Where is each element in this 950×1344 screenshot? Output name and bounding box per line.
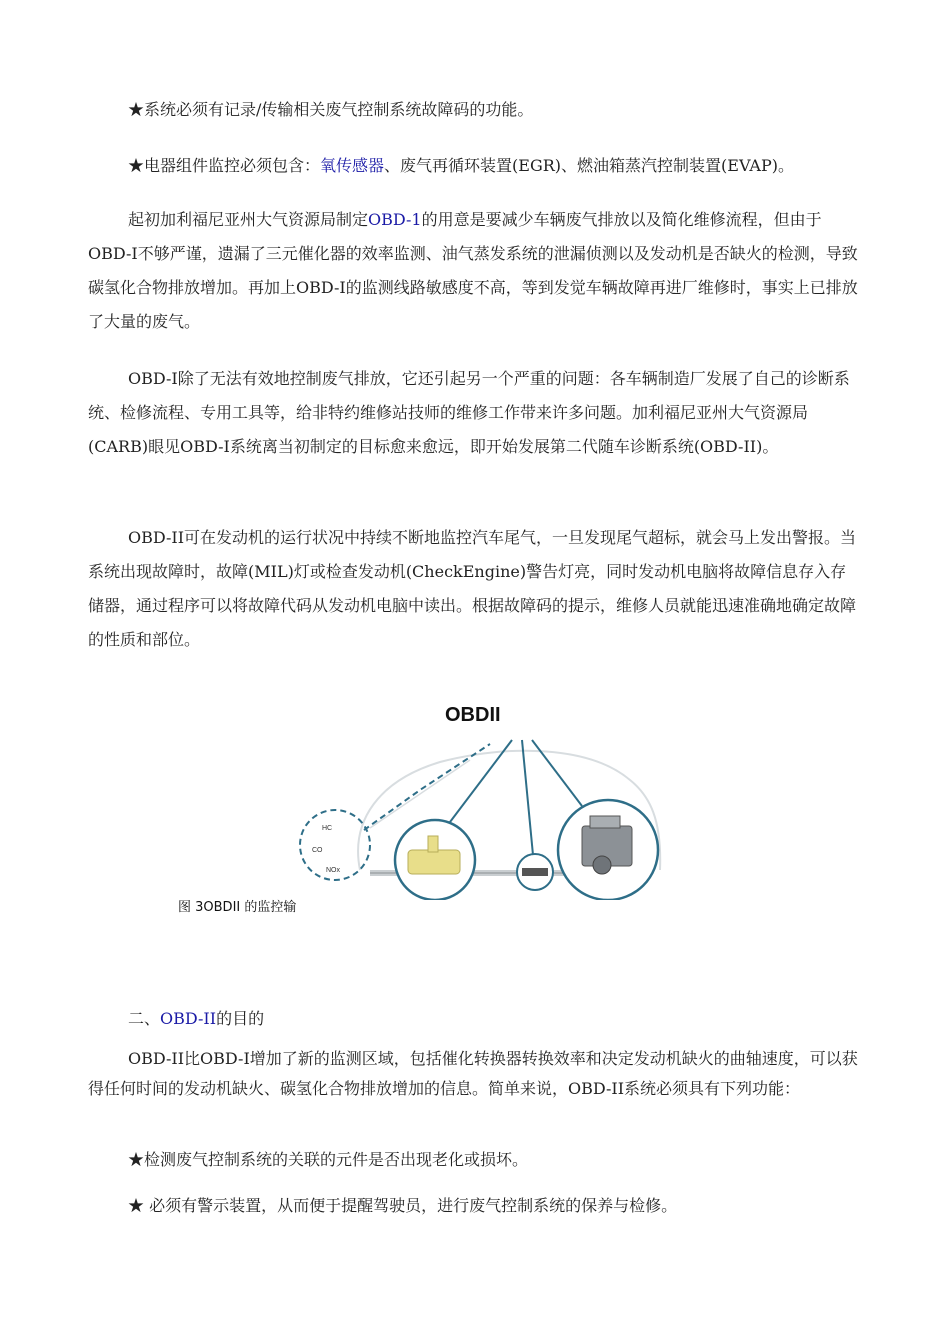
bullet-text: ★系统必须有记录/传输相关废气控制系统故障码的功能。 (128, 100, 534, 119)
label-nox: NOx (326, 867, 340, 874)
heading-prefix: 二、 (128, 1009, 161, 1028)
paragraph-obd1-problems: OBD-I除了无法有效地控制废气排放，它还引起另一个严重的问题：各车辆制造厂发展了自己的诊断系统、检修流程、专用工具等，给非特约维修站技师的维修工作带来许多问题。加利福尼亚州大气资源局(CARB)眼见OBD-I系统离当初制定的目标愈来愈远，即开始发展第二代随车诊断系统(OBD-II)。 (88, 369, 850, 456)
figure-caption: 图 3OBDII 的监控输 (178, 900, 297, 915)
bullet-text: ★电器组件监控必须包含： (128, 156, 321, 175)
bullet-record-codes (128, 93, 860, 127)
callout-line (522, 740, 533, 855)
obd-ii-link[interactable]: OBD-II (160, 1009, 217, 1028)
bullet-text-tail: 、废气再循环装置(EGR)、燃油箱蒸汽控制装置(EVAP)。 (384, 156, 794, 175)
obd-1-link[interactable]: OBD-1 (368, 210, 422, 229)
paragraph-text-tail: 的用意是要减少车辆废气排放以及简化维修流程，但由于OBD-I不够严谨，遗漏了三元催化器的效率监测、油气蒸发系统的泄漏侦测以及发动机是否缺火的检测，导致碳氢化合物排放增加。再加上OBD-I的监测线路敏感度不高，等到发觉车辆故障再进厂维修时，事实上已排放了大量的废气。 (88, 210, 858, 331)
obdii-monitoring-diagram (290, 700, 670, 900)
bullet-warning-device: ★ 必须有警示装置，从而便于提醒驾驶员，进行废气控制系统的保养与检修。 (128, 1196, 678, 1215)
dashed-line-roof (364, 744, 490, 830)
label-co: CO (312, 847, 323, 854)
catalytic-converter (408, 850, 460, 874)
figure-title: OBDII (445, 704, 501, 726)
paragraph-obd2-monitoring: OBD-II可在发动机的运行状况中持续不断地监控汽车尾气，一旦发现尾气超标，就会马上发出警报。当系统出现故障时，故障(MIL)灯或检查发动机(CheckEngine)警告灯亮，同时发动机电脑将故障信息存入存储器，通过程序可以将故障代码从发动机电脑中读出。根据故障码的提示，维修人员就能迅速准确地确定故障的性质和部位。 (88, 528, 857, 649)
bullet-detect-aging: ★检测废气控制系统的关联的元件是否出现老化或损坏。 (128, 1150, 529, 1169)
label-hc: HC (322, 825, 333, 832)
paragraph-obd1-origin (88, 203, 860, 339)
heading-suffix: 的目的 (216, 1009, 265, 1028)
callout-line (450, 740, 512, 822)
callout-line (532, 740, 582, 806)
paragraph-text: 起初加利福尼亚州大气资源局制定 (128, 210, 369, 229)
section-heading-obd2-purpose (128, 1002, 860, 1036)
paragraph-obd2-features: OBD-II比OBD-I增加了新的监测区域，包括催化转换器转换效率和决定发动机缺火的曲轴速度，可以获得任何时间的发动机缺火、碳氢化合物排放增加的信息。简单来说，OBD-II系统必须具有下列功能： (88, 1049, 858, 1098)
oxygen-sensor-link[interactable]: 氧传感器 (320, 156, 385, 175)
bullet-component-monitor (128, 149, 860, 183)
